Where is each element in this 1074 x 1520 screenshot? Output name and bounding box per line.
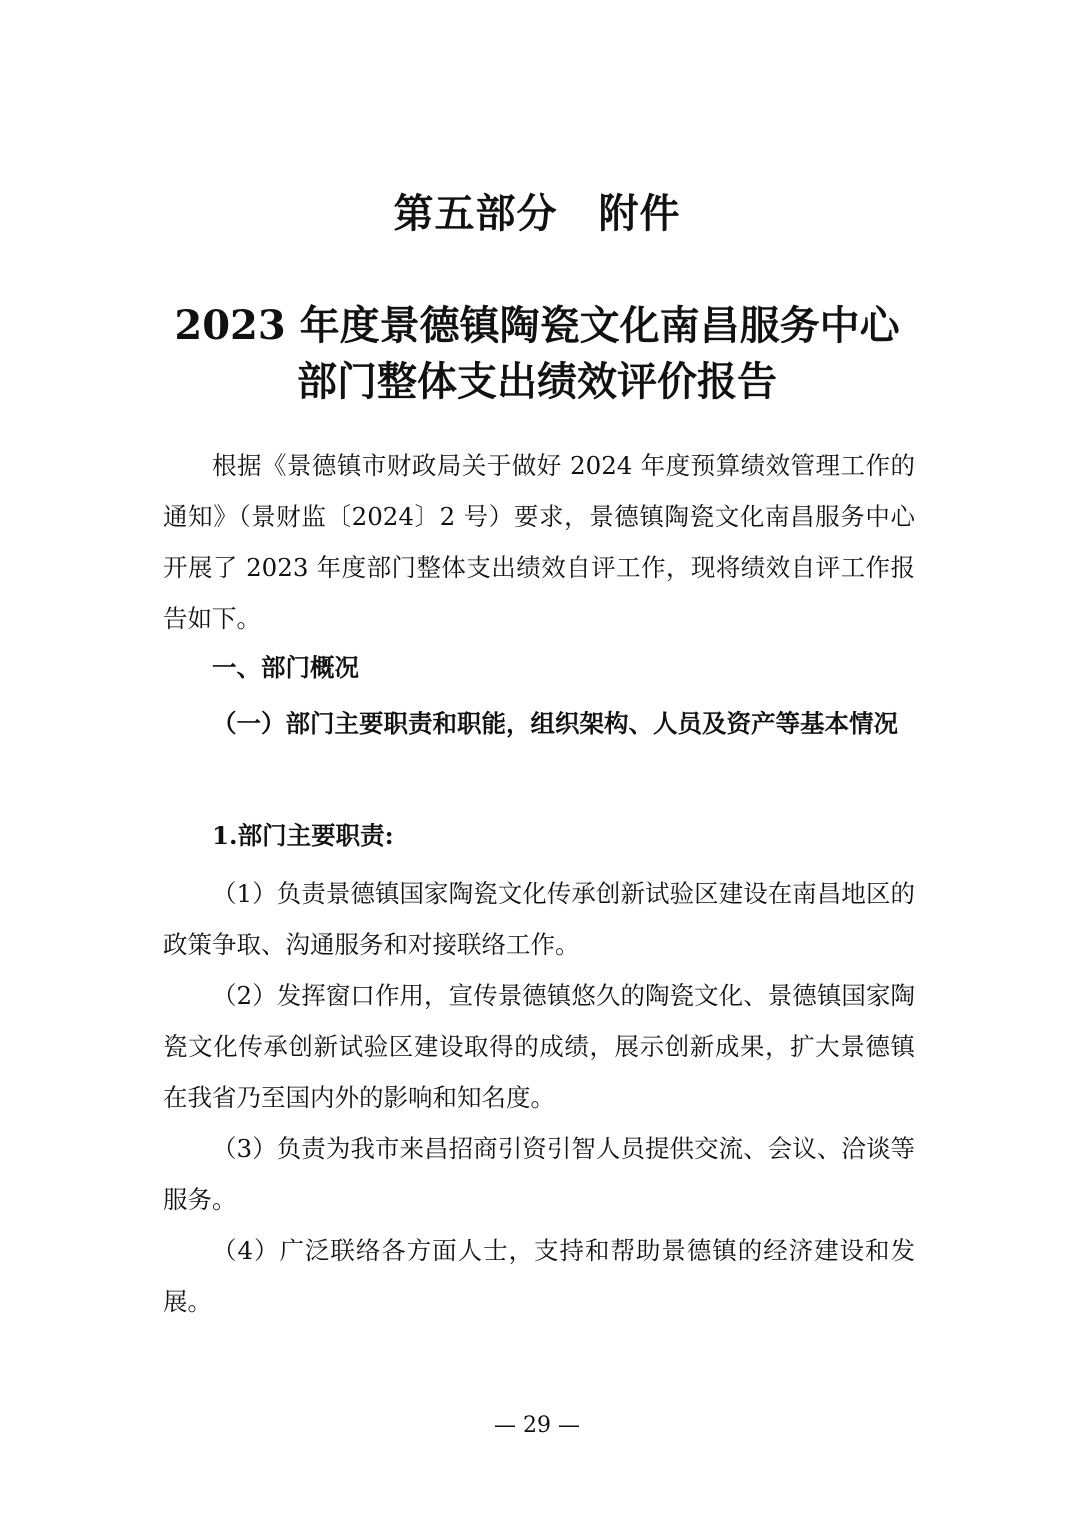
page-number: — 29 —	[494, 1413, 580, 1438]
duty-paragraph-3: （3）负责为我市来昌招商引资引智人员提供交流、会议、洽谈等服务。	[163, 1134, 915, 1214]
duty-paragraph-1: （1）负责景德镇国家陶瓷文化传承创新试验区建设在南昌地区的政策争取、沟通服务和对接联络工作。	[163, 879, 915, 959]
duty-paragraph-4: （4）广泛联络各方面人士，支持和帮助景德镇的经济建设和发展。	[163, 1236, 915, 1316]
report-title-line-2: 部门整体支出绩效评价报告	[297, 358, 777, 405]
subsection-heading-duties-structure: （一）部门主要职责和职能，组织架构、人员及资产等基本情况	[212, 709, 898, 738]
section-heading-overview: 一、部门概况	[212, 653, 359, 682]
report-title	[0, 298, 1074, 410]
intro-paragraph: 根据《景德镇市财政局关于做好 2024 年度预算绩效管理工作的通知》（景财监〔2024〕2 号）要求，景德镇陶瓷文化南昌服务中心开展了 2023 年度部门整体支出绩效自评工作，现将绩效自评工作报告如下。	[163, 451, 915, 633]
duty-paragraph-2: （2）发挥窗口作用，宣传景德镇悠久的陶瓷文化、景德镇国家陶瓷文化传承创新试验区建设取得的成绩，展示创新成果，扩大景德镇在我省乃至国内外的影响和知名度。	[163, 981, 915, 1112]
item-heading-main-duties: 1.部门主要职责:	[212, 821, 394, 850]
part-title: 第五部分 附件	[393, 190, 681, 237]
report-title-line-1: 2023 年度景德镇陶瓷文化南昌服务中心	[174, 302, 900, 349]
